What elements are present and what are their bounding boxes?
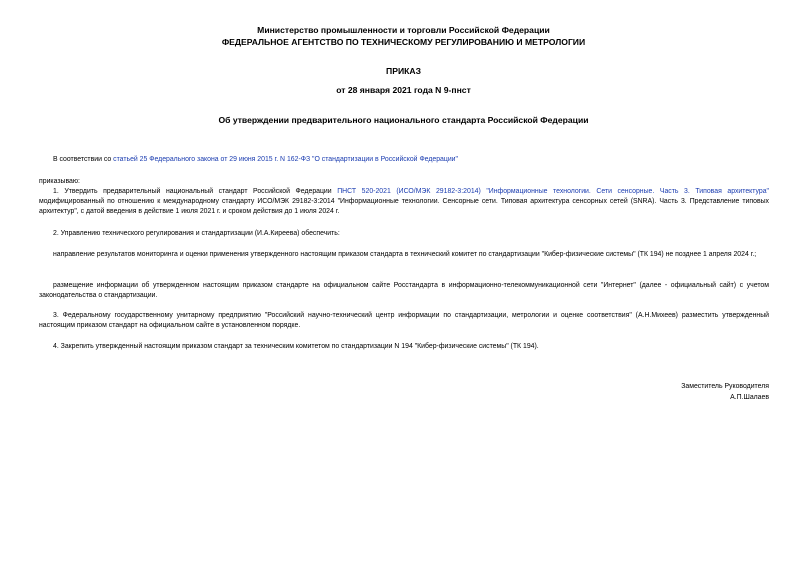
doc-type: ПРИКАЗ <box>386 66 421 76</box>
item-2: 2. Управлению технического регулирования и стандартизации (И.А.Киреева) обеспечить: <box>53 230 340 237</box>
standard-link[interactable]: ПНСТ 520-2021 (ИСО/МЭК 29182-3:2014) "Информационные технологии. Сети сенсорные. Часть 3. Типовая архитектура" <box>337 188 769 195</box>
item-1 <box>39 187 769 217</box>
preamble-prefix: В соответствии со <box>53 156 114 163</box>
agency-name: ФЕДЕРАЛЬНОЕ АГЕНТСТВО ПО ТЕХНИЧЕСКОМУ РЕГУЛИРОВАНИЮ И МЕТРОЛОГИИ <box>221 37 586 47</box>
item-4: 4. Закрепить утвержденный настоящим приказом стандарт за техническим комитетом по стандартизации N 194 "Кибер-физические системы" (ТК 194). <box>53 343 539 350</box>
law-link[interactable]: статьей 25 Федерального закона от 29 июня 2015 г. N 162-ФЗ "О стандартизации в Российской Федерации" <box>113 156 458 163</box>
date-number: от 28 января 2021 года N 9-пнст <box>336 85 471 95</box>
signature-position: Заместитель Руководителя <box>681 383 769 390</box>
signature-name: А.П.Шалаев <box>730 394 769 401</box>
item-1-suffix: модифицированный по отношению к международному стандарту ИСО/МЭК 29182-3:2014 "Информационные технологии. Сенсорные сети. Типовая архитектура сенсорных сетей (SNRA). Часть 3. Представление типовых архитектур", с датой введения в действие 1 июля 2021 г. и сроком действия до 1 июля 2024 г. <box>39 198 769 215</box>
document-title: Об утверждении предварительного национального стандарта Российской Федерации <box>218 115 589 125</box>
item-1-prefix: 1. Утвердить предварительный национальный стандарт Российской Федерации <box>53 188 338 195</box>
item-2-monitoring: направление результатов мониторинга и оценки применения утвержденного настоящим приказом стандарта в технический комитет по стандартизации "Кибер-физические системы" (ТК 194) не позднее 1 апреля 2024 г.; <box>53 251 757 258</box>
ministry-name: Министерство промышленности и торговли Российской Федерации <box>257 25 550 35</box>
item-3: 3. Федеральному государственному унитарному предприятию "Российский научно-технический центр информации по стандартизации, метрологии и оценке соответствия" (А.Н.Михеев) разместить утвержденный настоящим приказом стандарт на официальном сайте в установленном порядке. <box>39 312 769 329</box>
item-2-publication: размещение информации об утвержденном настоящим приказом стандарте на официальном сайте Росстандарта в информационно-телекоммуникационной сети "Интернет" (далее - официальный сайт) с учетом законодательства о стандартизации. <box>39 282 769 299</box>
preamble <box>39 155 769 165</box>
order-word: приказываю: <box>39 178 80 185</box>
